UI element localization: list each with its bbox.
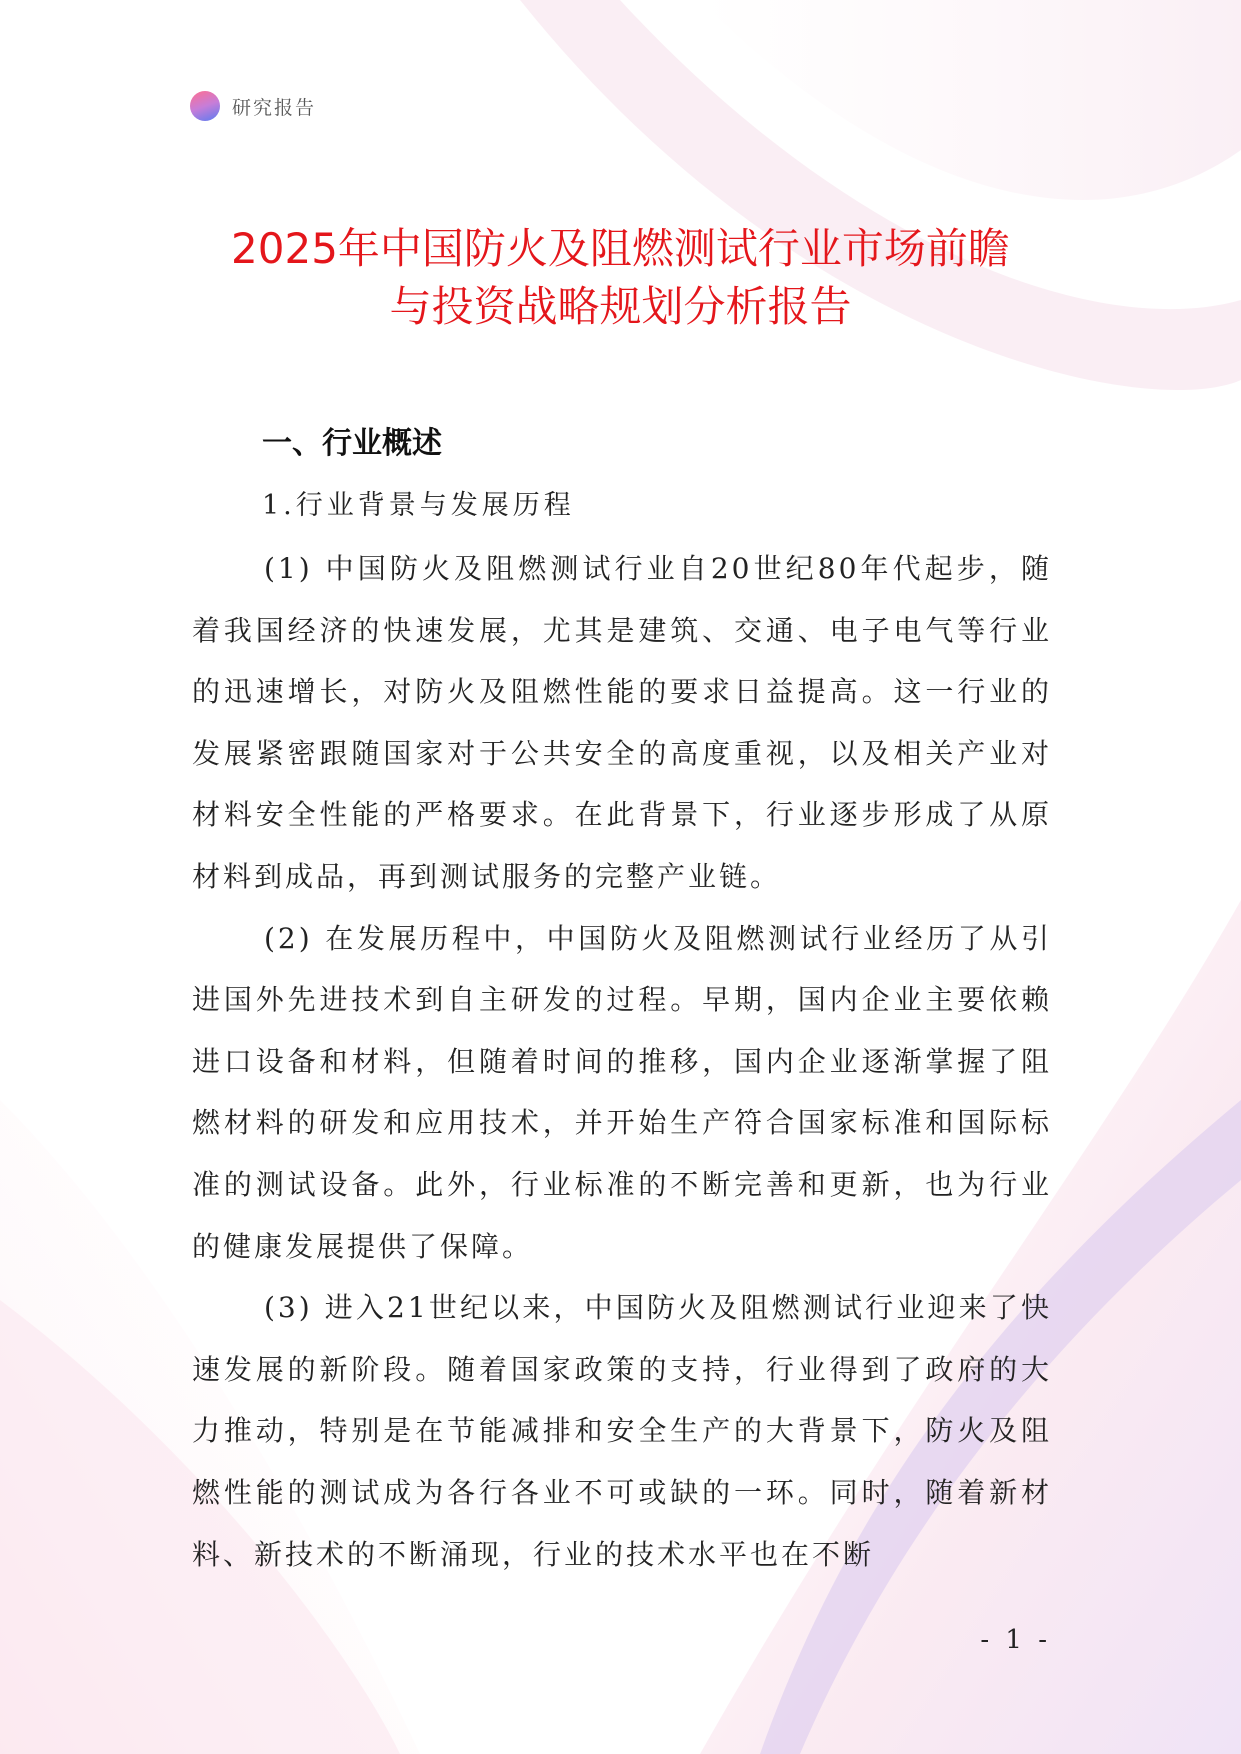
paragraph-1: (1) 中国防火及阻燃测试行业自20世纪80年代起步，随着我国经济的快速发展，尤其是建筑、交通、电子电气等行业的迅速增长，对防火及阻燃性能的要求日益提高。这一行业的发展紧密跟随国家对于公共安全的高度重视，以及相关产业对材料安全性能的严格要求。在此背景下，行业逐步形成了从原材料到成品，再到测试服务的完整产业链。	[192, 552, 1052, 893]
page-number: - 1 -	[980, 1625, 1051, 1655]
paragraph-3: (3) 进入21世纪以来，中国防火及阻燃测试行业迎来了快速发展的新阶段。随着国家政策的支持，行业得到了政府的大力推动，特别是在节能减排和安全生产的大背景下，防火及阻燃性能的测试成为各行各业不可或缺的一环。同时，随着新材料、新技术的不断涌现，行业的技术水平也在不断	[192, 1291, 1052, 1571]
document-title	[140, 220, 1101, 336]
body-text	[192, 538, 1052, 1585]
title-line-2: 与投资战略规划分析报告	[389, 282, 852, 331]
title-line-1: 2025年中国防火及阻燃测试行业市场前瞻	[231, 224, 1010, 273]
header-label: 研究报告	[232, 96, 317, 119]
logo-icon	[190, 91, 220, 121]
sub-heading: 1.行业背景与发展历程	[262, 490, 575, 521]
section-heading: 一、行业概述	[262, 426, 442, 461]
report-header	[190, 91, 316, 121]
paragraph-2: (2) 在发展历程中，中国防火及阻燃测试行业经历了从引进国外先进技术到自主研发的过程。早期，国内企业主要依赖进口设备和材料，但随着时间的推移，国内企业逐渐掌握了阻燃材料的研发和应用技术，并开始生产符合国家标准和国际标准的测试设备。此外，行业标准的不断完善和更新，也为行业的健康发展提供了保障。	[192, 921, 1052, 1263]
